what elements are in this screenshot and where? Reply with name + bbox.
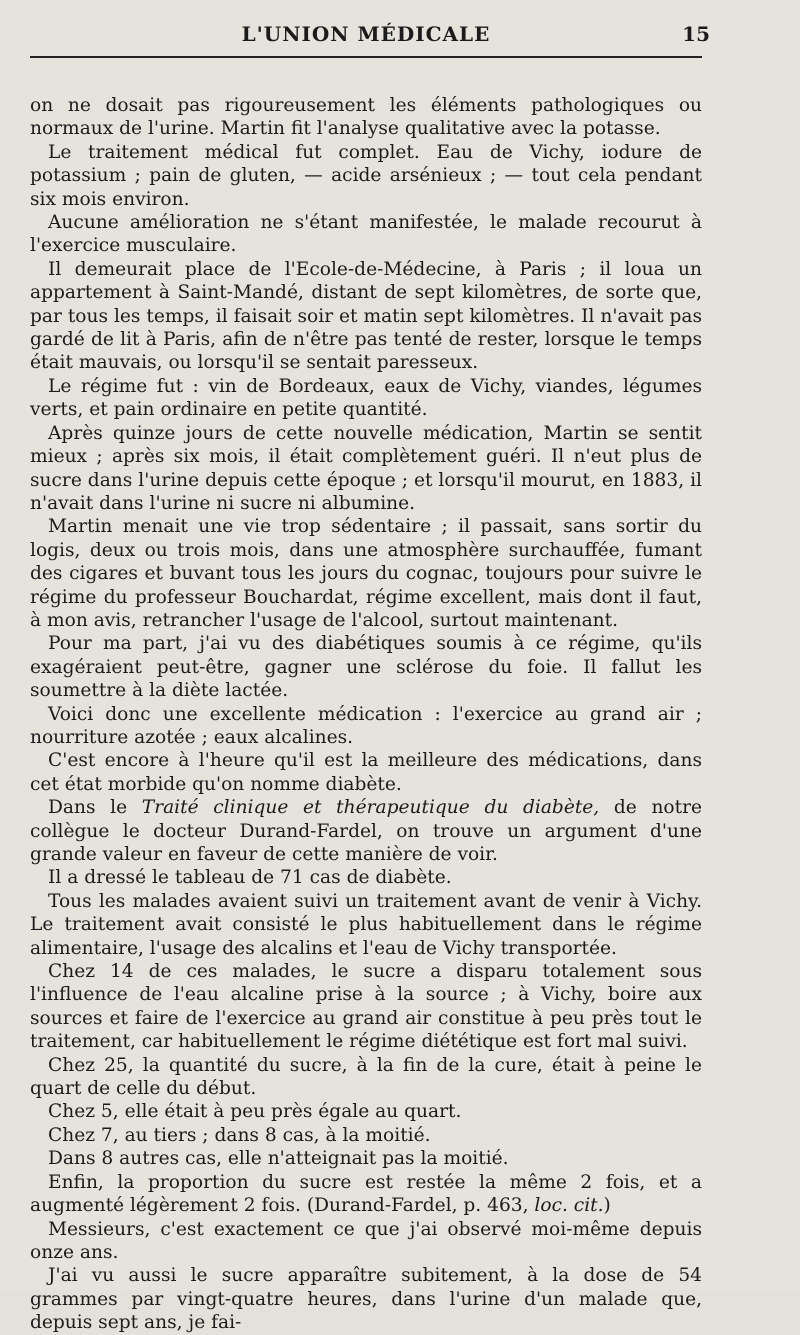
journal-title: L'UNION MÉDICALE (241, 22, 491, 46)
paragraph-text: Dans le (48, 797, 142, 819)
paragraph: Dans 8 autres cas, elle n'atteignait pas la moitié. (48, 1148, 509, 1170)
paragraph-with-citation (30, 796, 702, 866)
paragraph: Voici donc une excellente médication : l'exercice au grand air ; nourriture azotée ; eaux alcalines. (30, 703, 702, 748)
paragraph: C'est encore à l'heure qu'il est la meilleure des médications, dans cet état morbide qu'on nomme diabète. (30, 750, 702, 795)
paragraph: J'ai vu aussi le sucre apparaître subitement, à la dose de 54 grammes par vingt-quatre heures, dans l'urine d'un malade que, depuis sept ans, je fai- (30, 1265, 702, 1334)
paragraph: Il demeurait place de l'Ecole-de-Médecine, à Paris ; il loua un appartement à Saint-Mandé, distant de sept kilomètres, de sorte que, par tous les temps, il faisait soir et matin sept kilomètres. Il n'avait pas gardé de lit à Paris, afin de n'être pas tenté de rester, lorsque le temps était mauvais, ou lorsqu'il se sentait paresseux. (30, 258, 702, 374)
paragraph: Messieurs, c'est exactement ce que j'ai observé moi-même depuis onze ans. (30, 1218, 702, 1263)
paragraph: Le régime fut : vin de Bordeaux, eaux de Vichy, viandes, légumes verts, et pain ordinaire en petite quantité. (30, 375, 702, 421)
paragraph: Après quinze jours de cette nouvelle médication, Martin se sentit mieux ; après six mois, il était complètement guéri. Il n'eut plus de sucre dans l'urine depuis cette époque ; et lorsqu'il mourut, en 1883, il n'avait dans l'urine ni sucre ni albumine. (30, 422, 702, 514)
paragraph: on ne dosait pas rigoureusement les éléments pathologiques ou normaux de l'urine. Martin fit l'analyse qualitative avec la potasse. (30, 95, 702, 140)
paragraph: Tous les malades avaient suivi un traitement avant de venir à Vichy. Le traitement avait consisté le plus habituellement dans le régime alimentaire, l'usage des alcalins et l'eau de Vichy transportée. (30, 890, 702, 959)
paragraph: Martin menait une vie trop sédentaire ; il passait, sans sortir du logis, deux ou trois mois, dans une atmosphère surchauffée, fumant des cigares et buvant tous les jours du cognac, toujours pour suivre le régime du professeur Bouchardat, régime excellent, mais dont il faut, à mon avis, retrancher l'usage de l'alcool, surtout maintenant. (30, 516, 702, 631)
paragraph-text: Enfin, la proportion du sucre est restée la même 2 fois, et a augmenté légèrement 2 fois. (Durand-Fardel, p. 463, (30, 1171, 702, 1217)
page-number: 15 (682, 22, 710, 46)
paragraph: Aucune amélioration ne s'étant manifestée, le malade recourut à l'exercice musculaire. (30, 212, 702, 257)
paragraph: Pour ma part, j'ai vu des diabétiques soumis à ce régime, qu'ils exagéraient peut-être, gagner une sclérose du foie. Il fallut les soumettre à la diète lactée. (30, 633, 702, 702)
paragraph: Chez 7, au tiers ; dans 8 cas, à la moitié. (48, 1124, 431, 1146)
paragraph-text: ) (603, 1195, 611, 1217)
paragraph-with-citation (30, 1171, 702, 1218)
article-body (30, 94, 702, 1335)
paragraph: Chez 5, elle était à peu près égale au quart. (48, 1101, 462, 1123)
book-title-italic: Traité clinique et thérapeutique du diabète, (141, 797, 600, 819)
paragraph: Il a dressé le tableau de 71 cas de diabète. (48, 867, 452, 889)
running-header (30, 20, 710, 58)
paragraph: Chez 14 de ces malades, le sucre a disparu totalement sous l'influence de l'eau alcaline prise à la source ; à Vichy, boire aux sources et faire de l'exercice au grand air constitue à peu près tout le traitement, car habituellement le régime diététique est fort mal suivi. (30, 961, 702, 1053)
paragraph: Le traitement médical fut complet. Eau de Vichy, iodure de potassium ; pain de gluten, — acide arsénieux ; — tout cela pendant six mois environ. (30, 141, 702, 210)
paragraph: Chez 25, la quantité du sucre, à la fin de la cure, était à peine le quart de celle du début. (30, 1054, 702, 1100)
citation-italic: loc. cit. (534, 1195, 604, 1217)
paragraph-text: de notre collègue le docteur Durand-Fardel, on trouve un argument d'une grande valeur en faveur de cette manière de voir. (30, 797, 702, 865)
